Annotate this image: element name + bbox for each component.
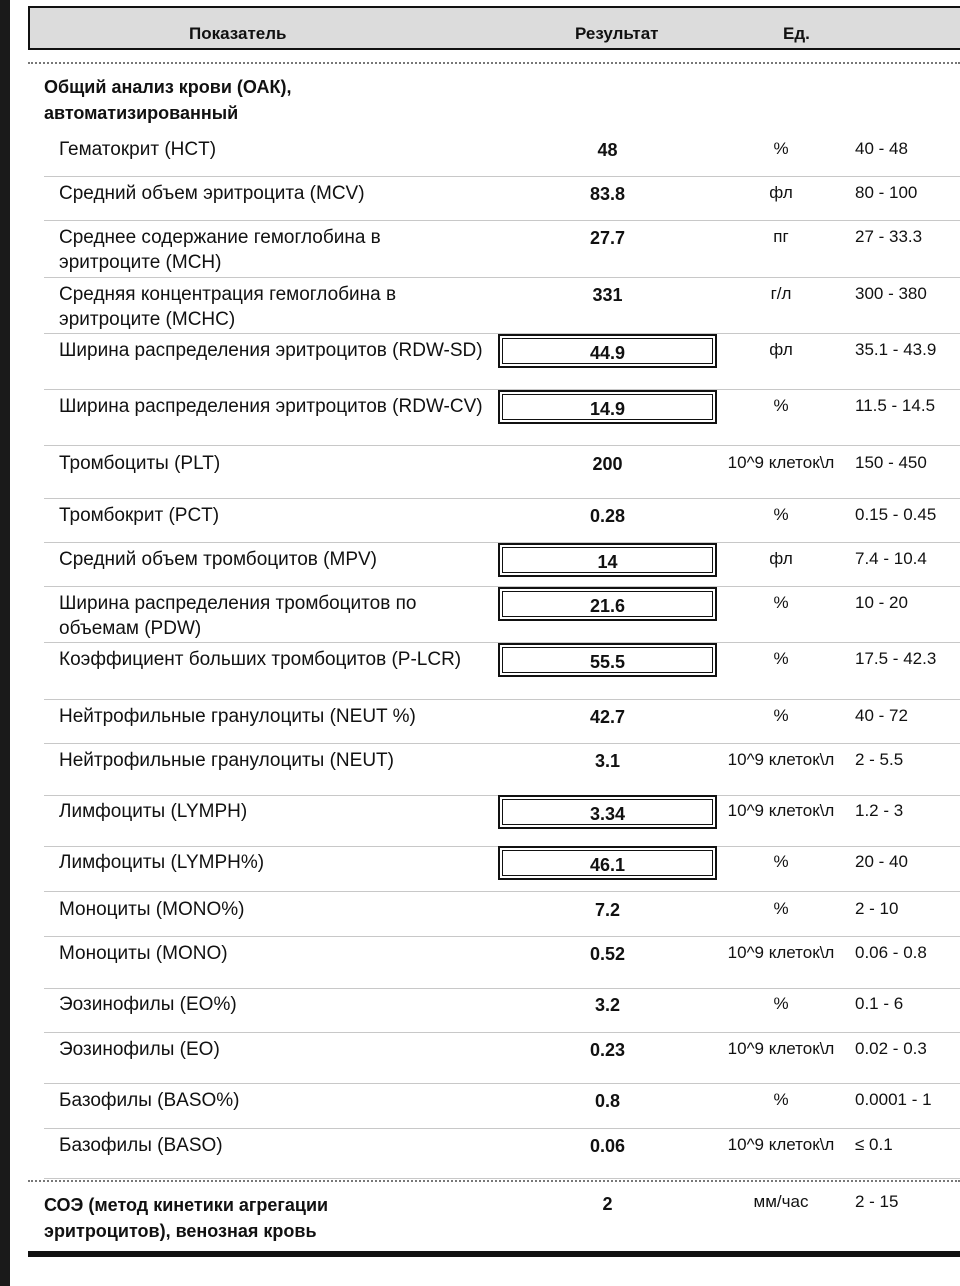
row-reference-range: 80 - 100	[855, 183, 918, 202]
row-name: Эозинофилы (EO%)	[59, 994, 237, 1015]
row-unit: г/л	[770, 284, 792, 303]
row-name: Среднее содержание гемоглобина в эритроците (MCH)	[59, 227, 381, 273]
table-row	[44, 701, 960, 744]
row-reference-range: 2 - 10	[855, 899, 899, 918]
table-row	[44, 847, 960, 892]
result-value: 331	[592, 285, 623, 305]
row-reference-range: 0.15 - 0.45	[855, 505, 937, 524]
row-name: Лимфоциты (LYMPH)	[59, 801, 248, 822]
row-unit: %	[773, 593, 789, 612]
result-value-flagged: 55.5	[498, 643, 717, 677]
table-row	[44, 644, 960, 700]
row-reference-range: 150 - 450	[855, 453, 927, 472]
row-reference-range: 35.1 - 43.9	[855, 340, 937, 359]
table-row	[44, 588, 960, 643]
row-reference-range: 7.4 - 10.4	[855, 549, 927, 568]
table-row	[44, 335, 960, 390]
result-value-flagged: 14	[498, 543, 717, 577]
row-reference-range: 11.5 - 14.5	[855, 396, 936, 415]
row-reference-range: 0.0001 - 1	[855, 1090, 932, 1109]
result-value: 0.23	[589, 1040, 626, 1060]
table-row	[44, 1085, 960, 1129]
result-value: 0.28	[589, 506, 626, 526]
esr-value: 2	[602, 1194, 613, 1214]
result-value: 3.2	[594, 995, 621, 1015]
result-value: 3.1	[594, 751, 621, 771]
result-value-flagged: 46.1	[498, 846, 717, 880]
row-reference-range: 40 - 48	[855, 139, 908, 158]
bottom-rule	[28, 1251, 960, 1257]
row-name: Моноциты (MONO)	[59, 943, 228, 964]
page-left-edge	[0, 0, 10, 1286]
row-reference-range: 0.1 - 6	[855, 994, 904, 1013]
row-reference-range: 40 - 72	[855, 706, 908, 725]
row-unit: %	[773, 899, 789, 918]
table-row	[44, 894, 960, 937]
row-unit: 10^9 клеток\л	[727, 801, 835, 820]
row-name: Коэффициент больших тромбоцитов (P-LCR)	[59, 649, 462, 670]
row-unit: пг	[773, 227, 789, 246]
row-reference-range: 0.02 - 0.3	[855, 1039, 927, 1058]
row-name: Средний объем тромбоцитов (MPV)	[59, 549, 378, 570]
row-reference-range: 1.2 - 3	[855, 801, 904, 820]
table-row	[44, 178, 960, 221]
section-title: Общий анализ крови (ОАК), автоматизированный	[44, 77, 292, 123]
result-value: 42.7	[589, 707, 626, 727]
result-value: 27.7	[589, 228, 626, 248]
row-unit: %	[773, 994, 789, 1013]
row-reference-range: 0.06 - 0.8	[855, 943, 927, 962]
row-name: Ширина распределения эритроцитов (RDW-CV)	[59, 396, 483, 417]
row-name: Ширина распределения эритроцитов (RDW-SD)	[59, 340, 483, 361]
row-name: Тромбокрит (PCT)	[59, 505, 220, 526]
row-unit: 10^9 клеток\л	[727, 1039, 835, 1058]
result-value-flagged: 14.9	[498, 390, 717, 424]
row-name: Средняя концентрация гемоглобина в эритроците (MCHC)	[59, 284, 397, 330]
row-unit: %	[773, 505, 789, 524]
row-name: Нейтрофильные гранулоциты (NEUT %)	[59, 706, 416, 727]
table-row	[44, 989, 960, 1033]
result-value: 48	[597, 140, 618, 160]
result-value: 7.2	[594, 900, 621, 920]
row-reference-range: 10 - 20	[855, 593, 908, 612]
row-unit: %	[773, 706, 789, 725]
result-value: 200	[592, 454, 623, 474]
row-unit: %	[773, 852, 789, 871]
table-row	[44, 745, 960, 796]
result-value: 0.52	[589, 944, 626, 964]
header-indicator: Показатель	[189, 24, 287, 43]
row-name: Ширина распределения тромбоцитов по объемам (PDW)	[59, 593, 417, 639]
row-name: Эозинофилы (EO)	[59, 1039, 220, 1060]
row-unit: фл	[769, 549, 793, 568]
result-value: 0.8	[594, 1091, 621, 1111]
row-unit: %	[773, 139, 789, 158]
header-result: Результат	[575, 24, 659, 43]
dotted-divider-bottom	[28, 1180, 960, 1182]
row-unit: 10^9 клеток\л	[727, 943, 835, 962]
row-reference-range: 300 - 380	[855, 284, 927, 303]
row-reference-range: 20 - 40	[855, 852, 908, 871]
table-row	[44, 1034, 960, 1084]
result-value: 0.06	[589, 1136, 626, 1156]
row-name: Тромбоциты (PLT)	[59, 453, 221, 474]
row-name: Средний объем эритроцита (MCV)	[59, 183, 365, 204]
row-reference-range: 27 - 33.3	[855, 227, 923, 246]
table-row	[44, 938, 960, 989]
table-row	[44, 222, 960, 278]
row-name: Базофилы (BASO%)	[59, 1090, 240, 1111]
table-row	[44, 279, 960, 334]
result-value-flagged: 3.34	[498, 795, 717, 829]
row-name: Лимфоциты (LYMPH%)	[59, 852, 265, 873]
table-row	[44, 448, 960, 499]
row-name: Нейтрофильные гранулоциты (NEUT)	[59, 750, 394, 771]
row-name: Базофилы (BASO)	[59, 1135, 223, 1156]
result-value: 83.8	[589, 184, 626, 204]
result-value-flagged: 44.9	[498, 334, 717, 368]
row-reference-range: ≤ 0.1	[855, 1135, 893, 1154]
row-unit: %	[773, 649, 789, 668]
result-value-flagged: 21.6	[498, 587, 717, 621]
row-reference-range: 2 - 5.5	[855, 750, 904, 769]
row-unit: фл	[769, 183, 793, 202]
table-header	[28, 6, 960, 50]
row-reference-range: 17.5 - 42.3	[855, 649, 937, 668]
row-name: Моноциты (MONO%)	[59, 899, 245, 920]
esr-unit: мм/час	[753, 1192, 809, 1211]
table-row	[44, 544, 960, 587]
row-unit: 10^9 клеток\л	[727, 453, 835, 472]
row-unit: 10^9 клеток\л	[727, 1135, 835, 1154]
row-unit: 10^9 клеток\л	[727, 750, 835, 769]
row-unit: %	[773, 396, 789, 415]
table-row	[44, 134, 960, 177]
row-unit: %	[773, 1090, 789, 1109]
row-name: Гематокрит (HCT)	[59, 139, 217, 160]
table-row	[44, 796, 960, 847]
table-row	[44, 1130, 960, 1179]
row-unit: фл	[769, 340, 793, 359]
esr-reference: 2 - 15	[855, 1192, 899, 1211]
table-row	[44, 500, 960, 543]
table-row	[44, 391, 960, 446]
esr-title: СОЭ (метод кинетики агрегации эритроцитов), венозная кровь	[44, 1195, 329, 1241]
dotted-divider-top	[28, 62, 960, 64]
header-unit: Ед.	[783, 24, 810, 43]
